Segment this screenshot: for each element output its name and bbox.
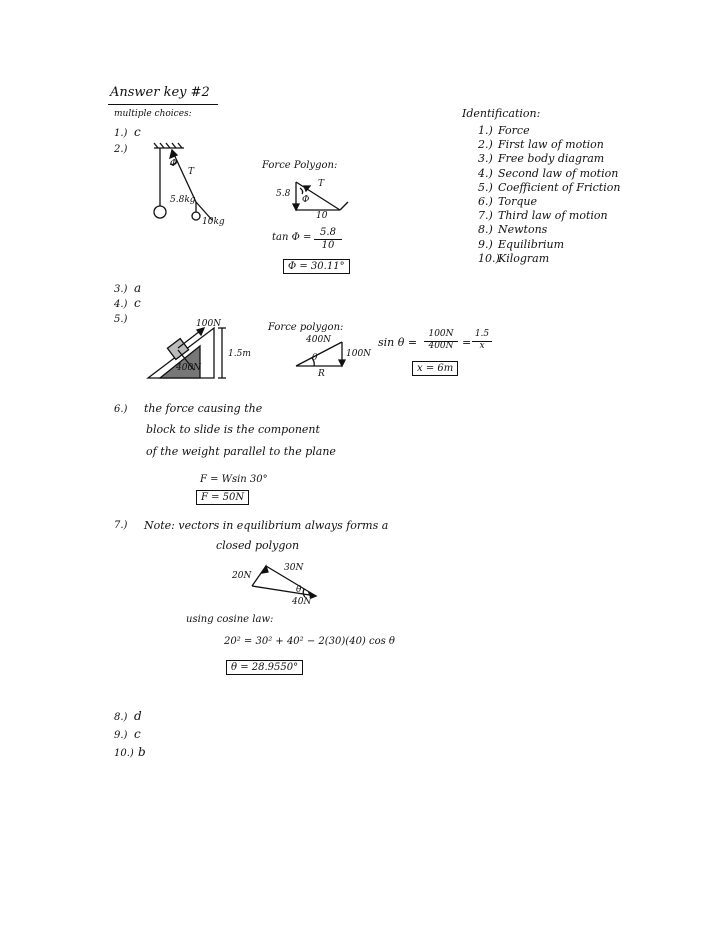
identification-item: 6.) Torque <box>478 194 537 208</box>
q5-ratio-den: x <box>472 341 492 352</box>
q2-angle-label: Φ <box>170 159 178 169</box>
q5-sin-fraction <box>424 330 458 352</box>
q5-polygon-side: 100N <box>346 349 372 359</box>
q5-force-bottom: 400N <box>176 363 202 373</box>
q7-law-label: using cosine law: <box>186 614 274 625</box>
multiple-choice-heading: multiple choices: <box>114 109 192 119</box>
q5-polygon-angle: θ <box>312 353 318 363</box>
q5-polygon-base: R <box>318 369 325 379</box>
identification-item: 8.) Newtons <box>478 223 548 237</box>
identification-list <box>478 124 620 266</box>
q5-polygon-title: Force polygon: <box>268 322 344 333</box>
q4-item: 4.) c <box>114 296 141 310</box>
identification-heading: Identification: <box>462 107 541 120</box>
q10-answer: b <box>138 745 146 759</box>
q4-answer: c <box>134 296 141 310</box>
identification-item: 9.) Equilibrium <box>478 237 565 251</box>
q6-formula: F = Wsin 30° <box>200 474 268 485</box>
q2-tan-lhs: tan Φ = <box>272 232 312 243</box>
q5-polygon-hyp: 400N <box>306 335 332 345</box>
q9-answer: c <box>134 727 141 741</box>
q2-tension-label: T <box>188 167 195 177</box>
q5-sin-lhs: sin θ = <box>378 336 418 349</box>
q7-note-line: closed polygon <box>216 539 300 552</box>
q1-item <box>114 126 141 139</box>
q10-item: 10.) b <box>114 745 146 759</box>
q5-equals: = <box>462 336 472 349</box>
q5-sin-den: 400N <box>424 341 458 352</box>
q7-side-c: 40N <box>292 597 312 607</box>
q1-answer: c <box>134 125 141 139</box>
q5-height: 1.5m <box>228 349 251 359</box>
q8-answer: d <box>134 709 142 723</box>
q5-sin-num: 100N <box>428 329 454 339</box>
q6-line: of the weight parallel to the plane <box>146 445 336 458</box>
page-title: Answer key #2 <box>110 85 210 100</box>
title-underline <box>108 104 218 105</box>
q2-horizontal-force: 5.8kg <box>170 195 196 205</box>
q2-weight: 10kg <box>202 217 225 227</box>
identification-item: 4.) Second law of motion <box>478 166 619 180</box>
identification-item: 2.) First law of motion <box>478 138 604 152</box>
q2-tan-den: 10 <box>314 239 342 251</box>
q5-force-top: 100N <box>196 319 222 329</box>
q2-polygon-title: Force Polygon: <box>262 160 338 171</box>
q9-item: 9.) c <box>114 727 141 741</box>
q7-side-a: 20N <box>232 571 252 581</box>
q8-item: 8.) d <box>114 709 142 723</box>
q2-polygon-base: 10 <box>316 211 328 221</box>
q7-equation: 20² = 30² + 40² − 2(30)(40) cos θ <box>224 636 395 647</box>
q7-answer-box: θ = 28.9550° <box>226 660 303 675</box>
q7-number: 7.) <box>114 520 128 531</box>
q6-answer-box: F = 50N <box>196 490 249 505</box>
q2-number: 2.) <box>114 144 128 155</box>
weight-bob <box>192 212 200 220</box>
q2-polygon-angle: Φ <box>302 195 310 205</box>
q7-note-line: Note: vectors in equilibrium always forms a <box>144 519 389 532</box>
q2-polygon-side: 5.8 <box>276 189 291 199</box>
q7-angle: θ <box>296 585 302 595</box>
q2-answer-box: Φ = 30.11° <box>283 259 350 274</box>
q5-ratio-fraction <box>472 330 492 352</box>
q5-ratio-num: 1.5 <box>474 329 490 339</box>
identification-item: 3.) Free body diagram <box>478 152 605 166</box>
identification-item: 7.) Third law of motion <box>478 209 608 223</box>
q6-line: block to slide is the component <box>146 423 320 436</box>
identification-item: 1.) Force <box>478 124 530 137</box>
q5-number: 5.) <box>114 314 128 325</box>
q3-item: 3.) a <box>114 281 142 295</box>
q2-polygon-t: T <box>318 179 325 189</box>
q2-tan-num: 5.8 <box>320 227 336 238</box>
q2-tan-fraction <box>314 227 342 251</box>
q6-line: the force causing the <box>144 402 263 415</box>
q1-number: 1.) <box>114 128 128 139</box>
q6-number: 6.) <box>114 404 128 415</box>
identification-item: 5.) Coefficient of Friction <box>478 180 621 194</box>
pendulum-bob <box>154 206 166 218</box>
identification-item: 10.)Kilogram <box>478 251 550 265</box>
q7-side-b: 30N <box>284 563 304 573</box>
q3-answer: a <box>134 281 142 295</box>
q5-answer-box: x = 6m <box>412 361 458 376</box>
